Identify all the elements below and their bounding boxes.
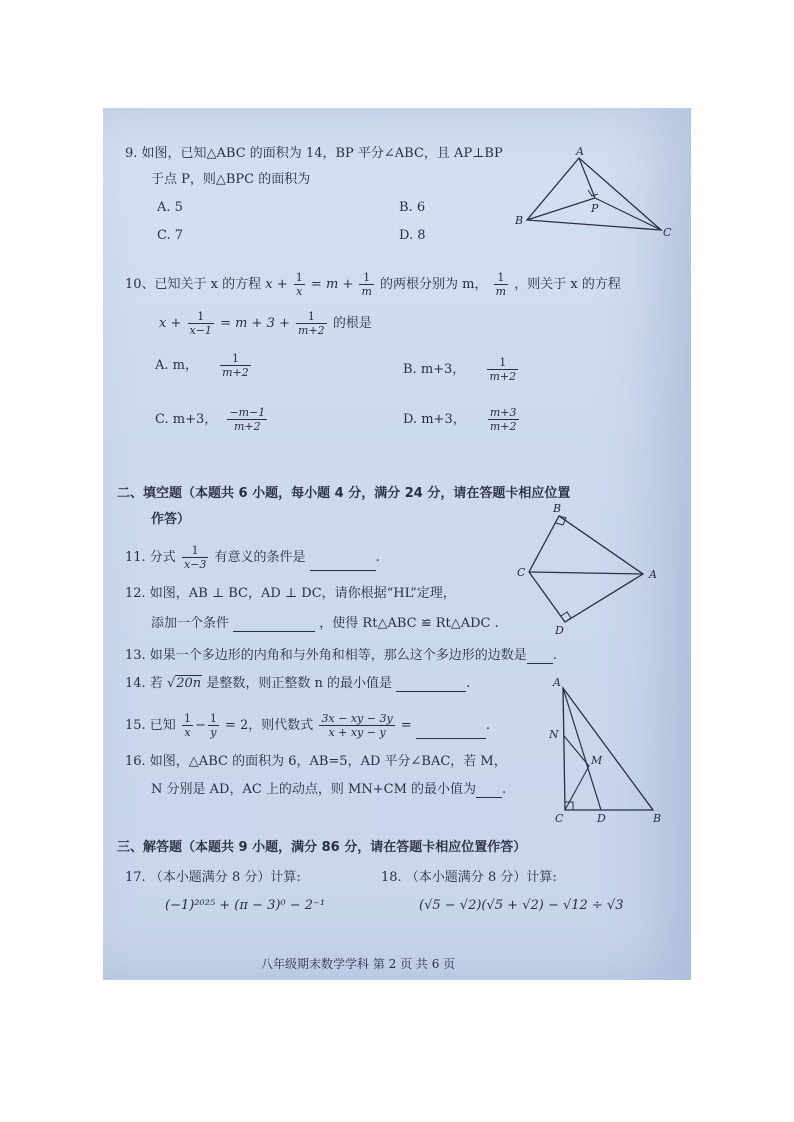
q11-answer-blank (310, 558, 376, 571)
q14-line: 14. 若 √20n 是整数，则正整数 n 的最小值是 . (125, 676, 471, 691)
q11-frac: $\frac{1}{x-3}$ (183, 544, 207, 571)
q10-l2-eq: = m + 3 + (220, 316, 290, 331)
q10-option-d: D. m+3， $\frac{m+3}{m+2}$ (403, 406, 517, 433)
q9-option-d: D. 8 (399, 228, 426, 243)
q14-radicand: 20n (176, 676, 202, 691)
q12-label-b: B (553, 502, 562, 515)
q10-frac-1x: $\frac{1}{x}$ (295, 271, 303, 298)
section2-title: 二、填空题（本题共 6 小题，每小题 4 分，满分 24 分，请在答题卡相应位置 (117, 486, 571, 501)
q9-line1: 9. 如图，已知△ABC 的面积为 14，BP 平分∠ABC，且 AP⊥BP (125, 146, 503, 161)
q9-label-p: P (591, 202, 599, 215)
q12-label-d: D (555, 624, 564, 637)
q9-option-b: B. 6 (399, 200, 426, 215)
q10-line2 (159, 310, 372, 337)
q18-expression: (√5 − √2)(√5 + √2) − √12 ÷ √3 (419, 898, 624, 913)
q16-label-n: N (549, 728, 559, 741)
q10-text-d: 的两根分别为 m， (380, 277, 488, 292)
q17-title: 17. （本小题满分 8 分）计算: (125, 870, 301, 885)
section2-title-cont: 作答） (151, 512, 191, 527)
q12-answer-blank (233, 619, 315, 632)
q9-label-b: B (515, 214, 524, 227)
q10-option-a: A. m， $\frac{1}{m+2}$ (155, 352, 249, 379)
q9-triangle-figure (513, 145, 673, 239)
q9-label-a: A (576, 145, 584, 158)
q10-frac-1-m2: $\frac{1}{m+2}$ (298, 310, 325, 337)
q10-frac-1m: $\frac{1}{m}$ (361, 271, 372, 298)
q11-line: 11. 分式 $\frac{1}{x-3}$ 有意义的条件是 . (125, 544, 380, 571)
q9-line2: 于点 P，则△BPC 的面积为 (151, 172, 311, 187)
q14-answer-blank (396, 679, 466, 692)
section3-title: 三、解答题（本题共 9 小题，满分 86 分，请在答题卡相应位置作答） (117, 840, 527, 855)
q10-frac-1-x1: $\frac{1}{x-1}$ (189, 310, 212, 337)
q12-label-c: C (517, 566, 526, 579)
q15-expression: $\frac{3x - xy - 3y}{x + xy - y}$ (321, 712, 393, 739)
q9-label-c: C (663, 226, 672, 239)
q16-label-c: C (555, 812, 564, 825)
q10-option-c: C. m+3， $\frac{-m-1}{m+2}$ (155, 406, 266, 433)
q15-line: 15. 已知 $\frac{1}{x}$ − $\frac{1}{y}$ = 2，则代数式 $\frac{3x - xy - 3y}{x + xy - y}$ = . (125, 712, 491, 739)
q10-frac-1m-b: $\frac{1}{m}$ (495, 271, 507, 298)
q12-line2: 添加一个条件 ，使得 Rt△ABC ≌ Rt△ADC . (151, 616, 499, 631)
q10-text-e: ，则关于 x 的方程 (514, 277, 621, 292)
q10-x-plus: x + (265, 277, 288, 292)
q9-option-c: C. 7 (157, 228, 184, 243)
q15-answer-blank (416, 726, 486, 739)
q18-title: 18. （本小题满分 8 分）计算: (381, 870, 557, 885)
q12-label-a: A (649, 568, 657, 581)
q16-triangle-figure (549, 676, 669, 826)
q17-expression: (−1)²⁰²⁵ + (π − 3)⁰ − 2⁻¹ (165, 898, 326, 913)
q9-option-a: A. 5 (157, 200, 183, 215)
exam-page (103, 108, 691, 980)
q10-l2-end: 的根是 (332, 316, 372, 331)
q10-line1 (125, 271, 621, 298)
q10-l2-x: x + (159, 316, 182, 331)
q16-answer-blank (476, 785, 502, 798)
q12-line1: 12. 如图，AB ⊥ BC，AD ⊥ DC，请你根据“HL”定理， (125, 586, 456, 601)
q10-eq-m: = m + (310, 277, 354, 292)
q13-answer-blank (527, 651, 553, 664)
page-footer: 八年级期末数学学科 第 2 页 共 6 页 (261, 957, 456, 971)
q16-line1: 16. 如图，△ABC 的面积为 6，AB=5，AD 平分∠BAC，若 M， (125, 754, 507, 769)
q10-option-b: B. m+3， $\frac{1}{m+2}$ (403, 356, 517, 383)
q13-line: 13. 如果一个多边形的内角和与外角和相等，那么这个多边形的边数是 . (125, 648, 557, 663)
q16-label-m: M (591, 754, 603, 767)
q12-kite-figure (517, 502, 667, 637)
q16-line2: N 分别是 AD，AC 上的动点，则 MN+CM 的最小值为 . (151, 782, 507, 797)
q16-label-a: A (553, 676, 561, 689)
q16-label-b: B (653, 812, 662, 825)
q16-label-d: D (597, 812, 606, 825)
q10-text-a: 10、已知关于 x 的方程 (125, 277, 262, 292)
